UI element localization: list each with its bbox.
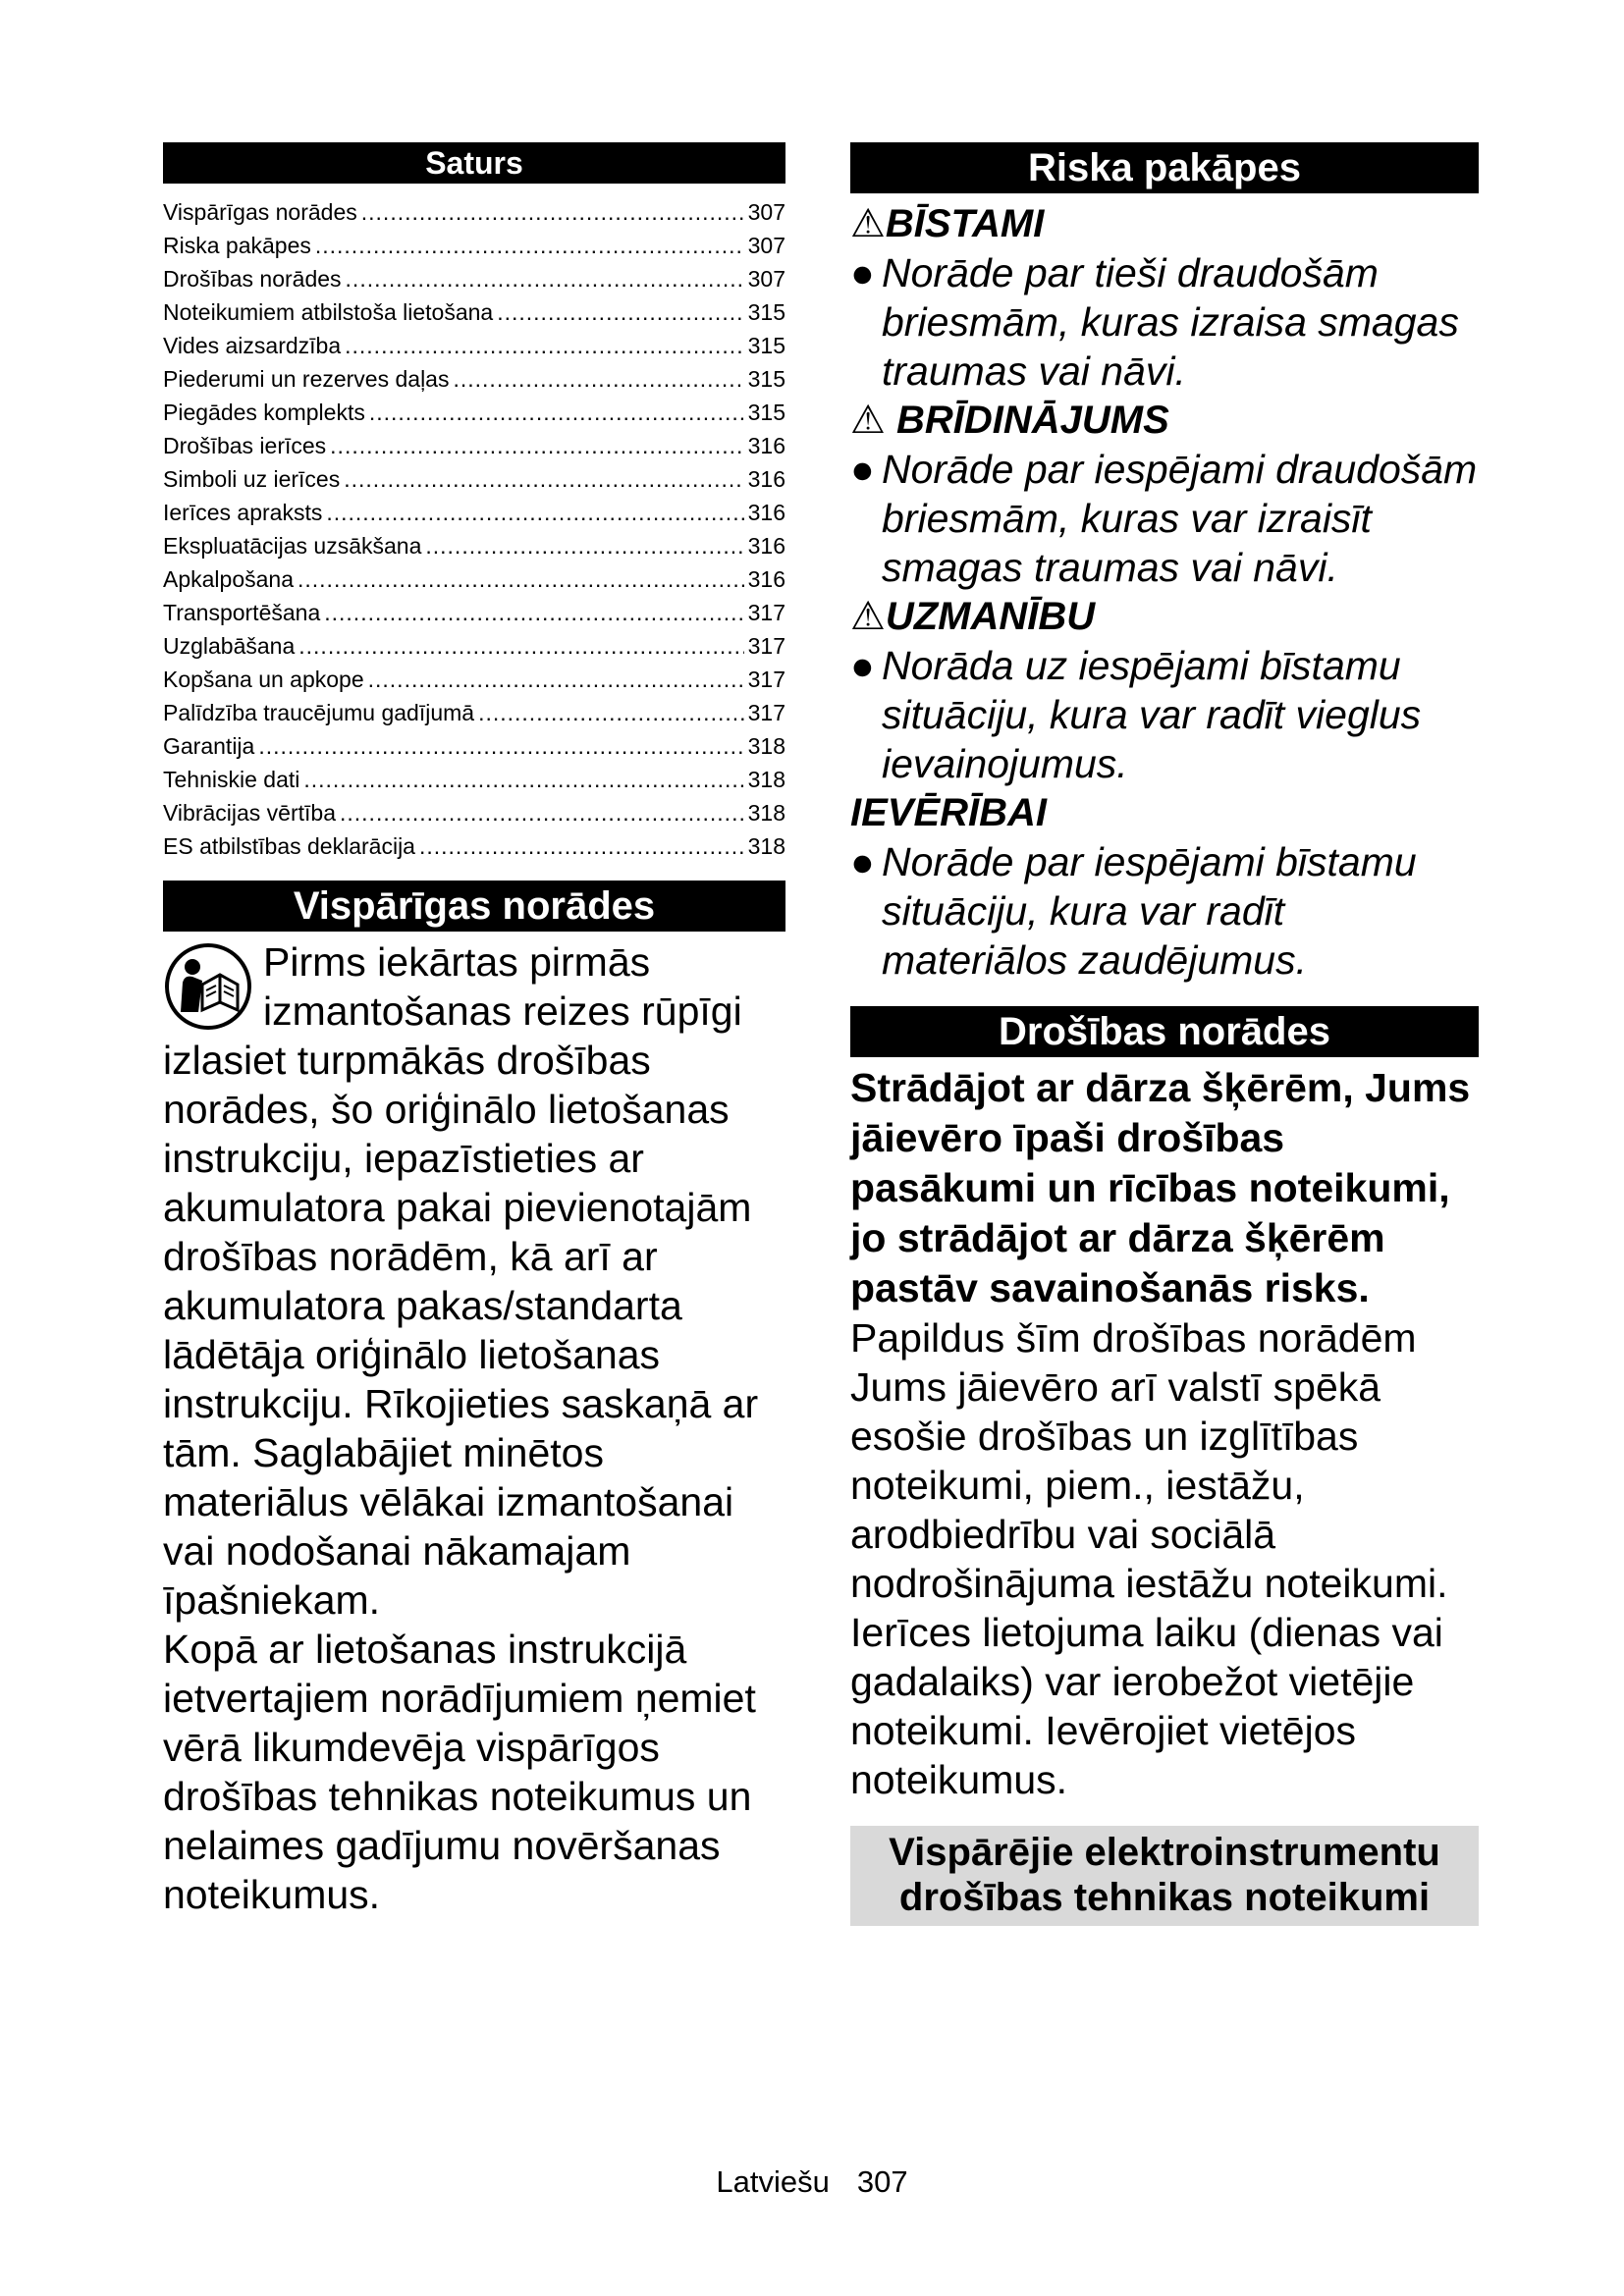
risk-section-title: Riska pakāpes bbox=[850, 142, 1479, 193]
risk-heading-danger: ⚠BĪSTAMI bbox=[850, 202, 1045, 245]
risk-text-caution: ● Norāda uz iespējami bīstamu situāciju, kura var radīt vieglus ievainojumus. bbox=[850, 643, 1422, 786]
toc-title: Saturs bbox=[163, 142, 785, 184]
warning-triangle-icon: ⚠ bbox=[850, 399, 886, 442]
warning-triangle-icon: ⚠ bbox=[850, 595, 886, 638]
toc-entry[interactable]: Piederumi un rezerves daļas ..... 315 bbox=[163, 362, 785, 396]
footer-language: Latviešu bbox=[716, 2164, 830, 2199]
safety-section-title: Drošības norādes bbox=[850, 1006, 1479, 1057]
page-footer bbox=[0, 2164, 1624, 2200]
toc-entry[interactable]: Drošības norādes ..... 307 bbox=[163, 262, 785, 295]
toc-entry[interactable]: Ekspluatācijas uzsākšana ..... 316 bbox=[163, 529, 785, 562]
risk-heading-notice: IEVĒRĪBAI bbox=[850, 791, 1048, 834]
toc-entry[interactable]: Vides aizsardzība ..... 315 bbox=[163, 329, 785, 362]
general-intro-paragraph: Pirms iekārtas pirmās izmantošanas reizes rūpīgi izlasiet turpmākās drošības norādes, šo oriģinālo lietošanas instrukciju, iepazīstieties ar akumulatora pakai pievienotajām drošības norādēm, kā arī ar akumulatora pakas/standarta lādētāja oriģinālo lietošanas instrukciju. Rīkojieties saskaņā ar tām. Saglabājiet minētos materiālus vēlākai izmantošanai vai nodošanai nākamajam īpašniekam. bbox=[163, 939, 759, 1623]
toc-entry[interactable]: Riska pakāpes ..... 307 bbox=[163, 229, 785, 262]
risk-heading-warning: ⚠ BRĪDINĀJUMS bbox=[850, 399, 1169, 442]
right-column bbox=[850, 142, 1479, 1926]
read-manual-icon bbox=[163, 941, 253, 1032]
toc-entry[interactable]: Palīdzība traucējumu gadījumā ..... 317 bbox=[163, 696, 785, 729]
general-rules-paragraph: Kopā ar lietošanas instrukcijā ietvertajiem norādījumiem ņemiet vērā likumdevēja vispārīgos drošības tehnikas noteikumus un nelaimes gadījumu novēršanas noteikumus. bbox=[163, 1627, 756, 1917]
toc-entry[interactable]: Tehniskie dati ..... 318 bbox=[163, 763, 785, 796]
toc-entry[interactable]: Uzglabāšana ..... 317 bbox=[163, 629, 785, 663]
toc-entry[interactable]: Simboli uz ierīces ..... 316 bbox=[163, 462, 785, 496]
risk-heading-caution: ⚠UZMANĪBU bbox=[850, 595, 1096, 638]
general-section-title: Vispārīgas norādes bbox=[163, 881, 785, 932]
safety-bold-paragraph: Strādājot ar dārza šķērēm, Jums jāievēro īpaši drošības pasākumi un rīcības noteikumi, jo strādājot ar dārza šķērēm pastāv savainošanās risks. bbox=[850, 1065, 1471, 1310]
toc-entry[interactable]: Drošības ierīces ..... 316 bbox=[163, 429, 785, 462]
toc-entry[interactable]: ES atbilstības deklarācija ..... 318 bbox=[163, 829, 785, 863]
page-number: 307 bbox=[856, 2164, 908, 2199]
toc-entry[interactable]: Ierīces apraksts ..... 316 bbox=[163, 496, 785, 529]
risk-text-notice: ● Norāde par iespējami bīstamu situāciju, kura var radīt materiālos zaudējumus. bbox=[850, 839, 1417, 983]
risk-text-danger: ● Norāde par tieši draudošām briesmām, kuras izraisa smagas traumas vai nāvi. bbox=[850, 250, 1459, 394]
toc-list bbox=[163, 195, 785, 863]
toc-entry[interactable]: Apkalpošana ..... 316 bbox=[163, 562, 785, 596]
left-column bbox=[163, 142, 785, 1919]
toc-entry[interactable]: Kopšana un apkope ..... 317 bbox=[163, 663, 785, 696]
toc-entry[interactable]: Garantija ..... 318 bbox=[163, 729, 785, 763]
power-tools-section-title: Vispārējie elektroinstrumentu drošības tehnikas noteikumi bbox=[850, 1826, 1479, 1926]
toc-entry[interactable]: Vibrācijas vērtība ..... 318 bbox=[163, 796, 785, 829]
toc-entry[interactable]: Piegādes komplekts ..... 315 bbox=[163, 396, 785, 429]
general-section bbox=[163, 937, 785, 1919]
toc-entry[interactable]: Vispārīgas norādes ..... 307 bbox=[163, 195, 785, 229]
warning-triangle-icon: ⚠ bbox=[850, 202, 886, 245]
toc-entry[interactable]: Transportēšana ..... 317 bbox=[163, 596, 785, 629]
safety-paragraph: Papildus šīm drošības norādēm Jums jāievēro arī valstī spēkā esošie drošības un izglītības noteikumi, piem., iestāžu, arodbiedrību vai sociālā nodrošinājuma iestāžu noteikumi. Ierīces lietojuma laiku (dienas vai gadalaiks) var ierobežot vietējie noteikumi. Ievērojiet vietējos noteikumus. bbox=[850, 1315, 1448, 1802]
risk-text-warning: ● Norāde par iespējami draudošām briesmām, kuras var izraisīt smagas traumas vai nāvi. bbox=[850, 447, 1478, 590]
toc-entry[interactable]: Noteikumiem atbilstoša lietošana ..... 315 bbox=[163, 295, 785, 329]
